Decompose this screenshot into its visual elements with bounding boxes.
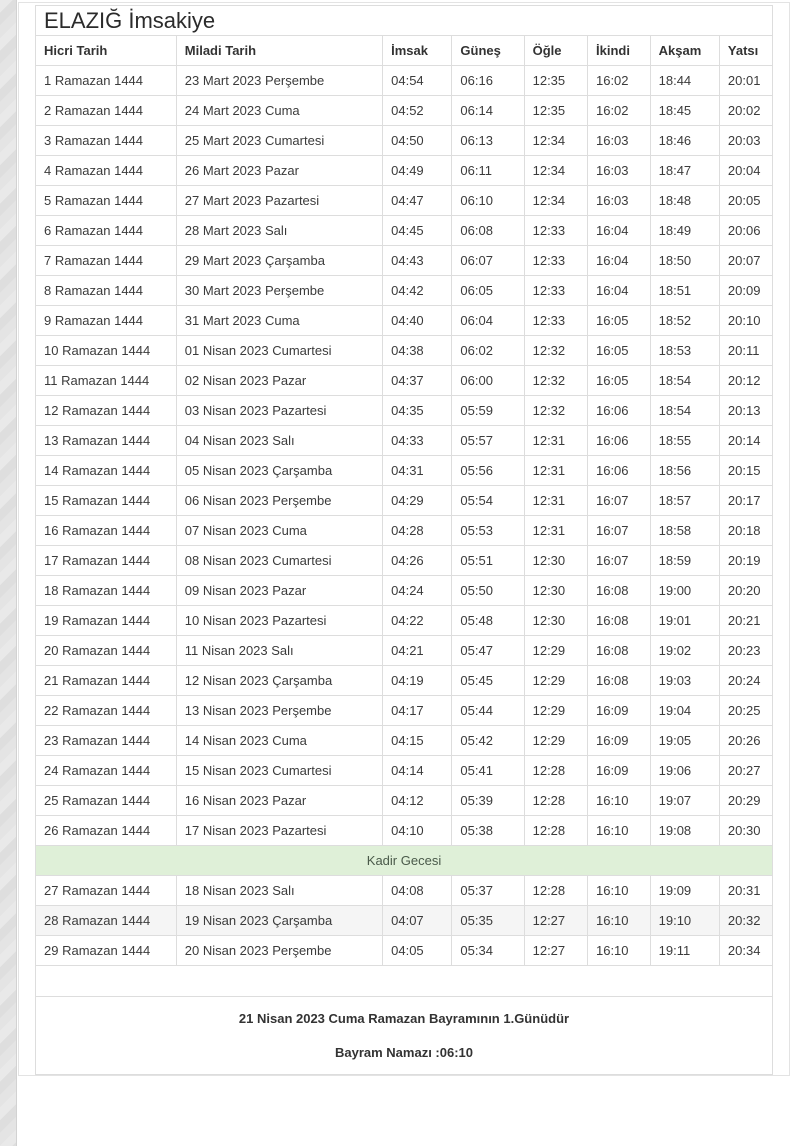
table-row [36,726,773,756]
cell-ikindi: 16:03 [587,186,650,216]
background-texture-strip [0,0,17,1146]
cell-ogle: 12:28 [524,876,587,906]
cell-yatsi: 20:06 [719,216,772,246]
cell-ikindi: 16:03 [587,126,650,156]
cell-hicri: 19 Ramazan 1444 [36,606,177,636]
cell-aksam: 19:08 [650,816,719,846]
table-row [36,96,773,126]
cell-miladi: 18 Nisan 2023 Salı [176,876,382,906]
cell-imsak: 04:10 [383,816,452,846]
table-row [36,336,773,366]
cell-ogle: 12:32 [524,396,587,426]
cell-hicri: 13 Ramazan 1444 [36,426,177,456]
cell-yatsi: 20:30 [719,816,772,846]
cell-miladi: 25 Mart 2023 Cumartesi [176,126,382,156]
cell-gunes: 05:48 [452,606,524,636]
cell-aksam: 19:03 [650,666,719,696]
cell-imsak: 04:26 [383,546,452,576]
cell-gunes: 05:39 [452,786,524,816]
cell-gunes: 05:51 [452,546,524,576]
table-row [36,66,773,96]
cell-gunes: 06:00 [452,366,524,396]
cell-gunes: 05:56 [452,456,524,486]
cell-aksam: 19:09 [650,876,719,906]
cell-yatsi: 20:27 [719,756,772,786]
cell-imsak: 04:08 [383,876,452,906]
cell-hicri: 18 Ramazan 1444 [36,576,177,606]
cell-ogle: 12:34 [524,126,587,156]
cell-ikindi: 16:05 [587,336,650,366]
title-row [36,6,773,36]
table-row [36,396,773,426]
cell-ogle: 12:33 [524,246,587,276]
cell-yatsi: 20:02 [719,96,772,126]
cell-aksam: 18:52 [650,306,719,336]
cell-miladi: 07 Nisan 2023 Cuma [176,516,382,546]
cell-ikindi: 16:08 [587,666,650,696]
cell-yatsi: 20:31 [719,876,772,906]
cell-aksam: 19:06 [650,756,719,786]
cell-miladi: 19 Nisan 2023 Çarşamba [176,906,382,936]
cell-yatsi: 20:24 [719,666,772,696]
cell-miladi: 10 Nisan 2023 Pazartesi [176,606,382,636]
table-row [36,606,773,636]
column-header-ogle: Öğle [524,36,587,66]
cell-miladi: 23 Mart 2023 Perşembe [176,66,382,96]
cell-yatsi: 20:20 [719,576,772,606]
cell-gunes: 06:13 [452,126,524,156]
cell-ikindi: 16:09 [587,756,650,786]
cell-hicri: 2 Ramazan 1444 [36,96,177,126]
footer-row [36,997,773,1075]
cell-gunes: 05:38 [452,816,524,846]
table-row [36,936,773,966]
cell-imsak: 04:54 [383,66,452,96]
cell-yatsi: 20:34 [719,936,772,966]
cell-ikindi: 16:02 [587,96,650,126]
cell-ikindi: 16:06 [587,396,650,426]
cell-yatsi: 20:01 [719,66,772,96]
cell-yatsi: 20:14 [719,426,772,456]
cell-ikindi: 16:08 [587,606,650,636]
cell-ogle: 12:31 [524,426,587,456]
cell-aksam: 18:57 [650,486,719,516]
cell-gunes: 06:07 [452,246,524,276]
column-header-aksam: Akşam [650,36,719,66]
cell-gunes: 05:35 [452,906,524,936]
table-row [36,696,773,726]
cell-miladi: 15 Nisan 2023 Cumartesi [176,756,382,786]
table-row [36,546,773,576]
cell-aksam: 19:10 [650,906,719,936]
cell-hicri: 15 Ramazan 1444 [36,486,177,516]
cell-gunes: 06:04 [452,306,524,336]
cell-ikindi: 16:09 [587,696,650,726]
cell-aksam: 18:46 [650,126,719,156]
cell-ogle: 12:30 [524,576,587,606]
cell-miladi: 27 Mart 2023 Pazartesi [176,186,382,216]
cell-ikindi: 16:07 [587,516,650,546]
bayram-first-day-note: 21 Nisan 2023 Cuma Ramazan Bayramının 1.Günüdür [238,1011,570,1026]
cell-hicri: 1 Ramazan 1444 [36,66,177,96]
table-row [36,456,773,486]
cell-miladi: 12 Nisan 2023 Çarşamba [176,666,382,696]
cell-imsak: 04:22 [383,606,452,636]
cell-ikindi: 16:07 [587,486,650,516]
column-header-ikindi: İkindi [587,36,650,66]
cell-miladi: 16 Nisan 2023 Pazar [176,786,382,816]
cell-ogle: 12:30 [524,546,587,576]
cell-gunes: 06:10 [452,186,524,216]
cell-ogle: 12:27 [524,906,587,936]
cell-aksam: 18:58 [650,516,719,546]
table-row [36,426,773,456]
cell-aksam: 18:55 [650,426,719,456]
cell-gunes: 05:57 [452,426,524,456]
cell-ogle: 12:28 [524,786,587,816]
cell-ogle: 12:31 [524,456,587,486]
cell-ikindi: 16:09 [587,726,650,756]
cell-imsak: 04:33 [383,426,452,456]
table-row [36,306,773,336]
cell-aksam: 18:49 [650,216,719,246]
kadir-gecesi-label: Kadir Gecesi [36,846,773,876]
cell-ogle: 12:35 [524,66,587,96]
cell-imsak: 04:17 [383,696,452,726]
cell-ogle: 12:33 [524,276,587,306]
cell-ikindi: 16:06 [587,456,650,486]
cell-gunes: 05:59 [452,396,524,426]
cell-imsak: 04:12 [383,786,452,816]
cell-imsak: 04:31 [383,456,452,486]
cell-miladi: 11 Nisan 2023 Salı [176,636,382,666]
imsakiye-table [35,5,773,1075]
table-row-highlighted [36,906,773,936]
cell-imsak: 04:29 [383,486,452,516]
cell-yatsi: 20:32 [719,906,772,936]
column-header-gunes: Güneş [452,36,524,66]
cell-yatsi: 20:03 [719,126,772,156]
cell-aksam: 19:01 [650,606,719,636]
cell-yatsi: 20:05 [719,186,772,216]
table-row [36,636,773,666]
cell-yatsi: 20:23 [719,636,772,666]
cell-miladi: 28 Mart 2023 Salı [176,216,382,246]
cell-ikindi: 16:02 [587,66,650,96]
cell-hicri: 27 Ramazan 1444 [36,876,177,906]
cell-gunes: 06:08 [452,216,524,246]
cell-imsak: 04:19 [383,666,452,696]
cell-miladi: 26 Mart 2023 Pazar [176,156,382,186]
cell-hicri: 17 Ramazan 1444 [36,546,177,576]
cell-ikindi: 16:04 [587,216,650,246]
cell-gunes: 06:14 [452,96,524,126]
cell-gunes: 05:37 [452,876,524,906]
cell-yatsi: 20:18 [719,516,772,546]
cell-gunes: 05:50 [452,576,524,606]
cell-aksam: 18:45 [650,96,719,126]
cell-ikindi: 16:05 [587,366,650,396]
cell-aksam: 18:54 [650,396,719,426]
spacer-row [36,966,773,997]
column-header-hicri: Hicri Tarih [36,36,177,66]
cell-imsak: 04:05 [383,936,452,966]
cell-miladi: 03 Nisan 2023 Pazartesi [176,396,382,426]
cell-ikindi: 16:10 [587,936,650,966]
cell-aksam: 18:44 [650,66,719,96]
cell-imsak: 04:38 [383,336,452,366]
cell-ogle: 12:29 [524,696,587,726]
cell-ikindi: 16:07 [587,546,650,576]
cell-yatsi: 20:25 [719,696,772,726]
table-row [36,666,773,696]
table-row [36,186,773,216]
cell-gunes: 06:16 [452,66,524,96]
table-row [36,126,773,156]
cell-ogle: 12:29 [524,666,587,696]
cell-imsak: 04:15 [383,726,452,756]
cell-ikindi: 16:05 [587,306,650,336]
cell-ogle: 12:27 [524,936,587,966]
cell-aksam: 19:07 [650,786,719,816]
cell-miladi: 02 Nisan 2023 Pazar [176,366,382,396]
cell-gunes: 05:47 [452,636,524,666]
cell-hicri: 6 Ramazan 1444 [36,216,177,246]
kadir-gecesi-row [36,846,773,876]
cell-aksam: 19:00 [650,576,719,606]
cell-ikindi: 16:10 [587,906,650,936]
table-row [36,246,773,276]
cell-gunes: 05:54 [452,486,524,516]
cell-ogle: 12:30 [524,606,587,636]
cell-yatsi: 20:09 [719,276,772,306]
cell-miladi: 29 Mart 2023 Çarşamba [176,246,382,276]
cell-imsak: 04:49 [383,156,452,186]
cell-imsak: 04:21 [383,636,452,666]
cell-miladi: 08 Nisan 2023 Cumartesi [176,546,382,576]
cell-imsak: 04:07 [383,906,452,936]
cell-ikindi: 16:03 [587,156,650,186]
cell-aksam: 18:50 [650,246,719,276]
cell-ogle: 12:34 [524,186,587,216]
cell-imsak: 04:14 [383,756,452,786]
cell-hicri: 10 Ramazan 1444 [36,336,177,366]
cell-ogle: 12:32 [524,366,587,396]
cell-aksam: 18:48 [650,186,719,216]
cell-miladi: 04 Nisan 2023 Salı [176,426,382,456]
cell-imsak: 04:40 [383,306,452,336]
cell-gunes: 05:41 [452,756,524,786]
imsakiye-card [18,2,790,1076]
cell-ogle: 12:35 [524,96,587,126]
cell-yatsi: 20:17 [719,486,772,516]
cell-ogle: 12:29 [524,636,587,666]
cell-gunes: 06:02 [452,336,524,366]
cell-imsak: 04:37 [383,366,452,396]
cell-ogle: 12:34 [524,156,587,186]
cell-ikindi: 16:10 [587,786,650,816]
cell-hicri: 11 Ramazan 1444 [36,366,177,396]
cell-miladi: 30 Mart 2023 Perşembe [176,276,382,306]
cell-hicri: 20 Ramazan 1444 [36,636,177,666]
table-row [36,576,773,606]
table-body [36,66,773,966]
cell-ogle: 12:33 [524,216,587,246]
column-header-imsak: İmsak [383,36,452,66]
table-row [36,156,773,186]
cell-hicri: 29 Ramazan 1444 [36,936,177,966]
cell-yatsi: 20:26 [719,726,772,756]
column-header-yatsi: Yatsı [719,36,772,66]
cell-miladi: 20 Nisan 2023 Perşembe [176,936,382,966]
cell-hicri: 25 Ramazan 1444 [36,786,177,816]
cell-aksam: 19:11 [650,936,719,966]
cell-ikindi: 16:10 [587,816,650,846]
page-title: ELAZIĞ İmsakiye [36,6,773,36]
table-row [36,816,773,846]
cell-ikindi: 16:04 [587,246,650,276]
cell-yatsi: 20:12 [719,366,772,396]
table-row [36,756,773,786]
cell-miladi: 14 Nisan 2023 Cuma [176,726,382,756]
cell-aksam: 19:05 [650,726,719,756]
cell-miladi: 13 Nisan 2023 Perşembe [176,696,382,726]
cell-hicri: 7 Ramazan 1444 [36,246,177,276]
table-row [36,366,773,396]
cell-gunes: 05:44 [452,696,524,726]
table-header-row [36,36,773,66]
cell-aksam: 18:47 [650,156,719,186]
cell-hicri: 24 Ramazan 1444 [36,756,177,786]
cell-miladi: 05 Nisan 2023 Çarşamba [176,456,382,486]
cell-ikindi: 16:08 [587,636,650,666]
cell-miladi: 17 Nisan 2023 Pazartesi [176,816,382,846]
cell-gunes: 05:42 [452,726,524,756]
cell-imsak: 04:52 [383,96,452,126]
cell-yatsi: 20:19 [719,546,772,576]
cell-aksam: 18:59 [650,546,719,576]
cell-miladi: 06 Nisan 2023 Perşembe [176,486,382,516]
cell-yatsi: 20:15 [719,456,772,486]
cell-ogle: 12:31 [524,486,587,516]
cell-imsak: 04:47 [383,186,452,216]
cell-miladi: 24 Mart 2023 Cuma [176,96,382,126]
cell-hicri: 5 Ramazan 1444 [36,186,177,216]
cell-gunes: 05:53 [452,516,524,546]
cell-imsak: 04:28 [383,516,452,546]
cell-ogle: 12:28 [524,816,587,846]
cell-yatsi: 20:13 [719,396,772,426]
cell-hicri: 8 Ramazan 1444 [36,276,177,306]
cell-yatsi: 20:21 [719,606,772,636]
cell-ogle: 12:31 [524,516,587,546]
cell-gunes: 06:05 [452,276,524,306]
table-row [36,516,773,546]
cell-hicri: 23 Ramazan 1444 [36,726,177,756]
cell-yatsi: 20:04 [719,156,772,186]
cell-imsak: 04:42 [383,276,452,306]
cell-yatsi: 20:10 [719,306,772,336]
cell-imsak: 04:43 [383,246,452,276]
cell-aksam: 19:02 [650,636,719,666]
cell-miladi: 09 Nisan 2023 Pazar [176,576,382,606]
cell-hicri: 14 Ramazan 1444 [36,456,177,486]
cell-hicri: 28 Ramazan 1444 [36,906,177,936]
cell-miladi: 31 Mart 2023 Cuma [176,306,382,336]
cell-aksam: 18:51 [650,276,719,306]
column-header-miladi: Miladi Tarih [176,36,382,66]
cell-ikindi: 16:06 [587,426,650,456]
cell-ogle: 12:33 [524,306,587,336]
cell-hicri: 9 Ramazan 1444 [36,306,177,336]
table-row [36,786,773,816]
cell-miladi: 01 Nisan 2023 Cumartesi [176,336,382,366]
cell-aksam: 18:53 [650,336,719,366]
cell-ikindi: 16:04 [587,276,650,306]
cell-hicri: 22 Ramazan 1444 [36,696,177,726]
cell-gunes: 06:11 [452,156,524,186]
cell-gunes: 05:34 [452,936,524,966]
cell-aksam: 18:56 [650,456,719,486]
cell-imsak: 04:45 [383,216,452,246]
cell-ogle: 12:29 [524,726,587,756]
cell-aksam: 19:04 [650,696,719,726]
cell-yatsi: 20:29 [719,786,772,816]
bayram-prayer-time: Bayram Namazı :06:10 [334,1045,474,1060]
cell-yatsi: 20:07 [719,246,772,276]
table-row [36,876,773,906]
cell-imsak: 04:24 [383,576,452,606]
cell-ogle: 12:28 [524,756,587,786]
table-row [36,216,773,246]
cell-ikindi: 16:10 [587,876,650,906]
cell-aksam: 18:54 [650,366,719,396]
cell-gunes: 05:45 [452,666,524,696]
cell-hicri: 21 Ramazan 1444 [36,666,177,696]
cell-ikindi: 16:08 [587,576,650,606]
cell-hicri: 26 Ramazan 1444 [36,816,177,846]
cell-imsak: 04:35 [383,396,452,426]
cell-yatsi: 20:11 [719,336,772,366]
cell-hicri: 3 Ramazan 1444 [36,126,177,156]
table-row [36,486,773,516]
cell-imsak: 04:50 [383,126,452,156]
cell-hicri: 16 Ramazan 1444 [36,516,177,546]
cell-ogle: 12:32 [524,336,587,366]
cell-hicri: 12 Ramazan 1444 [36,396,177,426]
cell-hicri: 4 Ramazan 1444 [36,156,177,186]
table-row [36,276,773,306]
